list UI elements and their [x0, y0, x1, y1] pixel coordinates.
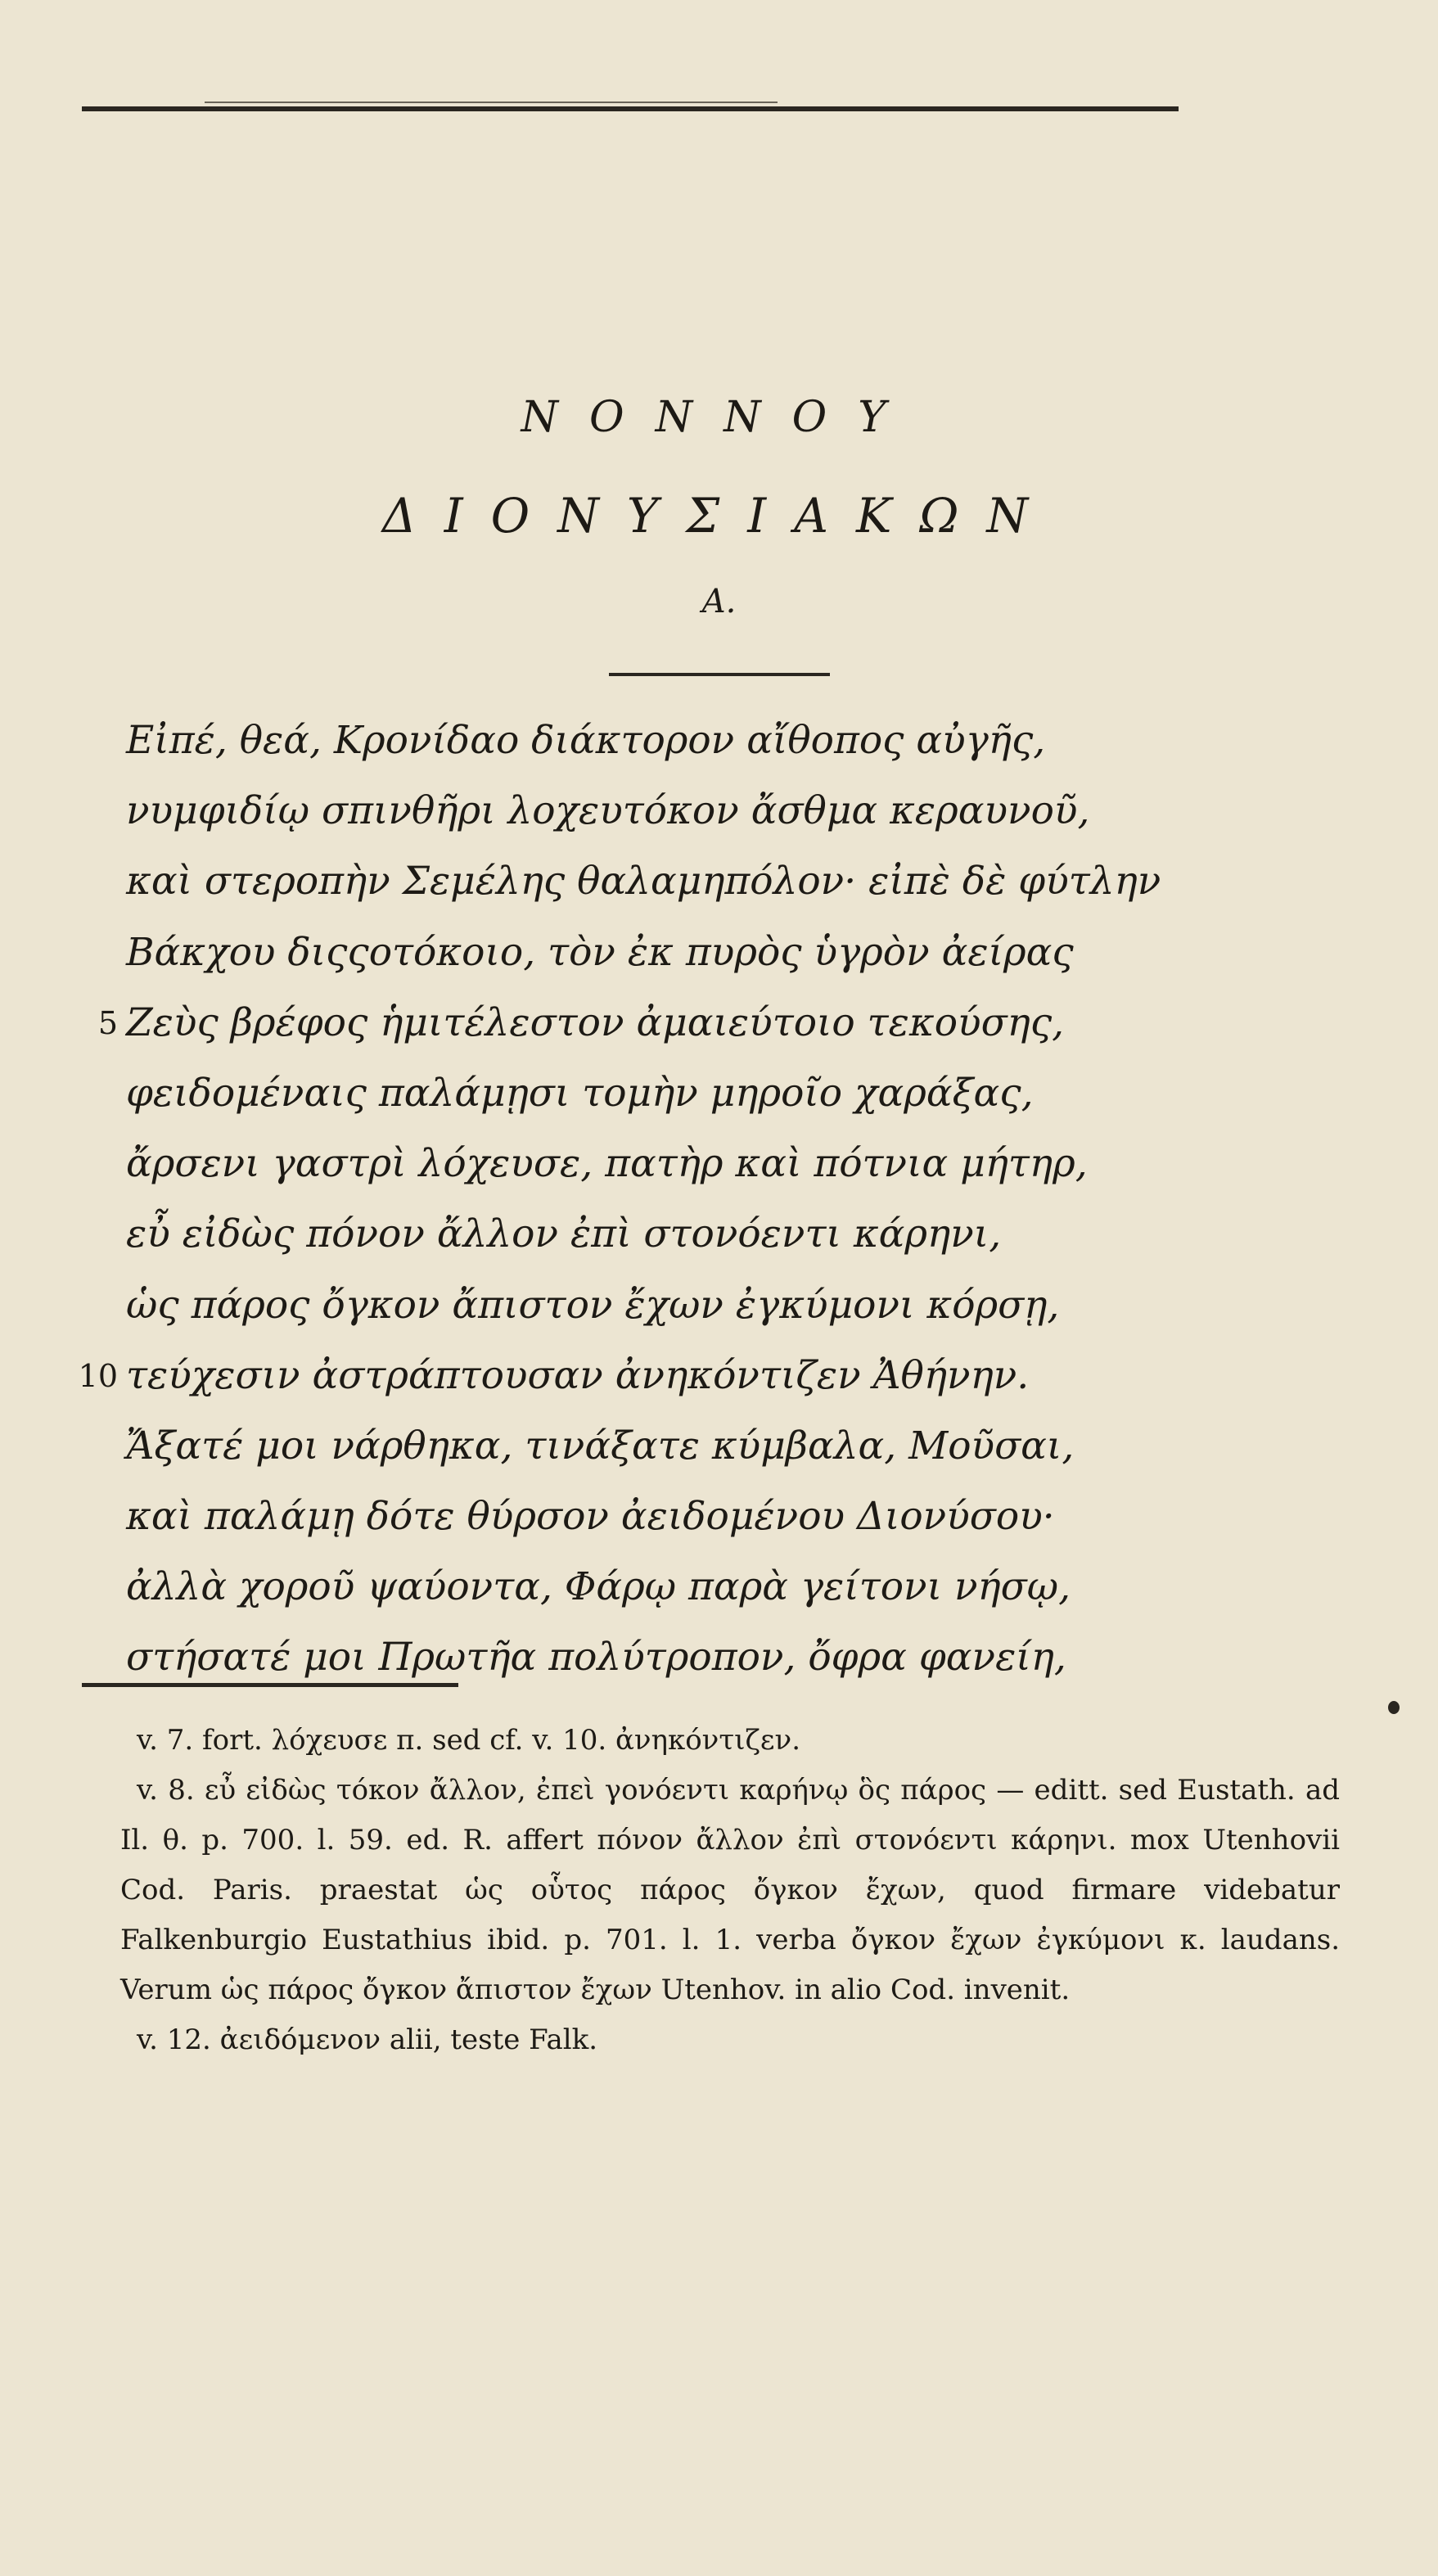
line-text: καὶ παλάμῃ δότε θύρσον ἀειδομένου Διονύσου·	[126, 1494, 1055, 1540]
footnote: v. 7. fort. λόχευσε π. sed cf. v. 10. ἀνηκόντιζεν.	[137, 1724, 801, 1757]
line-text: Ἄξατέ μοι νάρθηκα, τινάξατε κύμβαλα, Μοῦσαι,	[126, 1423, 1075, 1468]
separator-rule	[609, 673, 830, 676]
verse-line	[126, 1058, 1370, 1129]
line-text: Ζεὺς βρέφος ἡμιτέλεστον ἀμαιεύτοιο τεκούσης,	[126, 999, 1065, 1045]
line-text: Εἰπέ, θεά, Κρονίδαο διάκτορον αἴθοπος αὐγῆς,	[126, 718, 1046, 763]
verse-line	[126, 918, 1370, 988]
top-rule-thin	[205, 102, 778, 103]
verse-line	[126, 1411, 1370, 1482]
line-text: ἄρσενι γαστρὶ λόχευσε, πατὴρ καὶ πότνια μήτηρ,	[126, 1141, 1088, 1187]
verse-line	[126, 846, 1370, 917]
verse-line	[126, 706, 1370, 776]
footnote: v. 8. εὖ εἰδὼς τόκον ἄλλον, ἐπεὶ γονόεντι καρήνῳ ὃς πάρος — editt. sed Eustath. ad Il. θ. p. 700. l. 59. ed. R. affert πόνον ἄλλον ἐπὶ στονόεντι κάρηνι. mox Utenhovii Cod. Paris. praestat ὡς οὗτος πάρος ὄγκον ἔχων, quod firmare videbatur Falkenburgio Eustathius ibid. p. 701. l. 1. verba ὄγκον ἔχων ἐγκύμονι κ. laudans. Verum ὡς πάρος ὄγκον ἄπιστον ἔχων Utenhov. in alio Cod. invenit.	[120, 1774, 1340, 2006]
line-text: στήσατέ μοι Πρωτῆα πολύτροπον, ὄφρα φανείη,	[126, 1635, 1066, 1680]
line-text: τεύχεσιν ἀστράπτουσαν ἀνηκόντιζεν Ἀθήνην.	[126, 1352, 1030, 1398]
author-title: ΝΟΝΝΟΥ	[521, 393, 917, 442]
footnote-rule	[82, 1683, 458, 1687]
verse-line	[97, 988, 1370, 1058]
ink-spot	[1388, 1701, 1400, 1714]
work-title: ΔΙΟΝΥΣΙΑΚΩΝ	[381, 488, 1057, 544]
footnotes	[120, 1716, 1340, 2065]
verse-line	[126, 1482, 1370, 1552]
book-number: Α.	[701, 583, 737, 620]
footnote: v. 12. ἀειδόμενον alii, teste Falk.	[137, 2023, 598, 2056]
line-text: ἀλλὰ χοροῦ ψαύοντα, Φάρῳ παρὰ γείτονι νήσῳ,	[126, 1564, 1071, 1610]
line-text: εὖ εἰδὼς πόνον ἄλλον ἐπὶ στονόεντι κάρηνι,	[126, 1211, 1002, 1257]
line-text: καὶ στεροπὴν Σεμέλης θαλαμηπόλον· εἰπὲ δὲ φύτλην	[126, 859, 1161, 905]
verse-line	[126, 1270, 1370, 1341]
top-rule	[82, 106, 1179, 111]
verse-line	[126, 776, 1370, 846]
line-text: Βάκχου διςςοτόκοιο, τὸν ἐκ πυρὸς ὑγρὸν ἀείρας	[126, 929, 1074, 975]
verse-text	[78, 706, 1370, 1694]
verse-line	[126, 1129, 1370, 1199]
verse-line	[126, 1199, 1370, 1270]
line-text: νυμφιδίῳ σπινθῆρι λοχευτόκον ἄσθμα κεραυνοῦ,	[126, 788, 1090, 834]
verse-line	[78, 1341, 1370, 1411]
line-text: ὡς πάρος ὄγκον ἄπιστον ἔχων ἐγκύμονι κόρσῃ,	[126, 1282, 1060, 1328]
line-number: 10	[78, 1357, 118, 1394]
verse-line	[126, 1552, 1370, 1622]
line-text: φειδομέναις παλάμῃσι τομὴν μηροῖο χαράξας,	[126, 1070, 1034, 1116]
line-number: 5	[97, 1004, 118, 1041]
